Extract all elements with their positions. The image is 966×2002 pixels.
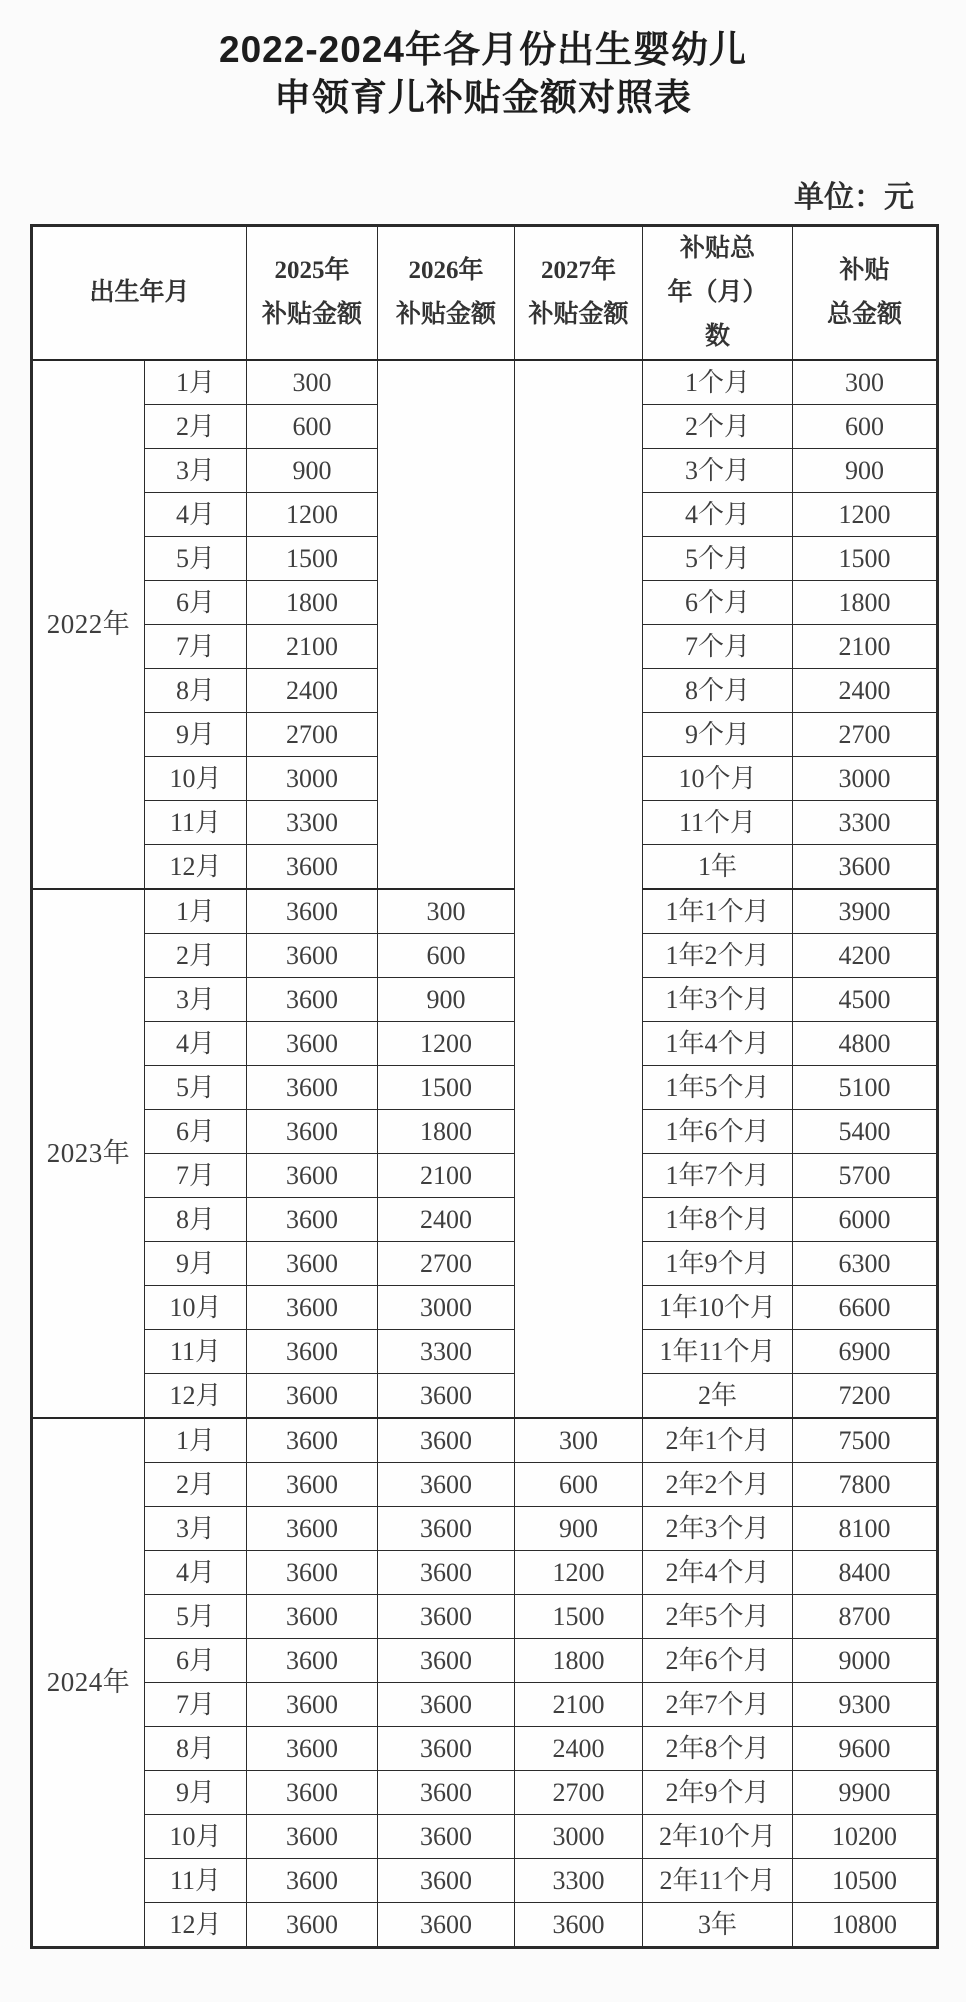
header-row bbox=[32, 226, 938, 361]
table-row bbox=[32, 1330, 938, 1374]
total-amount-cell: 5700 bbox=[793, 1154, 938, 1198]
amount-2026-cell: 3600 bbox=[378, 1771, 515, 1815]
total-amount-cell: 4800 bbox=[793, 1022, 938, 1066]
month-cell: 8月 bbox=[145, 669, 247, 713]
total-amount-cell: 6900 bbox=[793, 1330, 938, 1374]
amount-2027-cell: 2400 bbox=[515, 1727, 643, 1771]
amount-2026-cell: 3600 bbox=[378, 1727, 515, 1771]
amount-2025-cell: 1800 bbox=[247, 581, 378, 625]
amount-2026-cell: 3600 bbox=[378, 1903, 515, 1948]
header-2027-amount: 2027年 补贴金额 bbox=[515, 226, 643, 361]
table-row bbox=[32, 1198, 938, 1242]
amount-2026-cell: 3600 bbox=[378, 1639, 515, 1683]
month-cell: 9月 bbox=[145, 1242, 247, 1286]
total-period-cell: 2年10个月 bbox=[643, 1815, 793, 1859]
amount-2027-cell: 1200 bbox=[515, 1551, 643, 1595]
total-period-cell: 1年4个月 bbox=[643, 1022, 793, 1066]
amount-2025-cell: 2100 bbox=[247, 625, 378, 669]
month-cell: 6月 bbox=[145, 1639, 247, 1683]
total-amount-cell: 7800 bbox=[793, 1463, 938, 1507]
amount-2027-cell: 900 bbox=[515, 1507, 643, 1551]
page-title-line1: 2022-2024年各月份出生婴幼儿 bbox=[219, 29, 747, 70]
month-cell: 4月 bbox=[145, 1022, 247, 1066]
amount-2026-cell: 3300 bbox=[378, 1330, 515, 1374]
amount-2025-cell: 3600 bbox=[247, 934, 378, 978]
amount-2025-cell: 3600 bbox=[247, 1066, 378, 1110]
table-row bbox=[32, 1286, 938, 1330]
amount-2026-cell: 3600 bbox=[378, 1551, 515, 1595]
amount-2025-cell: 3600 bbox=[247, 1463, 378, 1507]
total-amount-cell: 300 bbox=[793, 360, 938, 405]
header-2025-amount: 2025年 补贴金额 bbox=[247, 226, 378, 361]
amount-2025-cell: 3600 bbox=[247, 1551, 378, 1595]
amount-2025-cell: 300 bbox=[247, 360, 378, 405]
amount-2025-cell: 3600 bbox=[247, 889, 378, 934]
total-amount-cell: 2700 bbox=[793, 713, 938, 757]
amount-2027-cell: 2100 bbox=[515, 1683, 643, 1727]
total-amount-cell: 4200 bbox=[793, 934, 938, 978]
table-row bbox=[32, 1066, 938, 1110]
total-amount-cell: 9000 bbox=[793, 1639, 938, 1683]
total-amount-cell: 10800 bbox=[793, 1903, 938, 1948]
total-period-cell: 1年 bbox=[643, 845, 793, 890]
table-row bbox=[32, 1815, 938, 1859]
amount-2027-cell: 2700 bbox=[515, 1771, 643, 1815]
amount-2025-cell: 3600 bbox=[247, 1374, 378, 1419]
amount-2025-cell: 3600 bbox=[247, 1198, 378, 1242]
total-period-cell: 6个月 bbox=[643, 581, 793, 625]
amount-2025-cell: 600 bbox=[247, 405, 378, 449]
amount-2025-cell: 3600 bbox=[247, 1859, 378, 1903]
amount-2025-cell: 3600 bbox=[247, 978, 378, 1022]
amount-2026-cell: 3600 bbox=[378, 1507, 515, 1551]
month-cell: 12月 bbox=[145, 845, 247, 890]
total-amount-cell: 6300 bbox=[793, 1242, 938, 1286]
month-cell: 6月 bbox=[145, 1110, 247, 1154]
amount-2025-cell: 3600 bbox=[247, 1595, 378, 1639]
amount-2025-cell: 3600 bbox=[247, 1815, 378, 1859]
amount-2025-cell: 3000 bbox=[247, 757, 378, 801]
table-row bbox=[32, 1507, 938, 1551]
table-row bbox=[32, 1639, 938, 1683]
month-cell: 2月 bbox=[145, 934, 247, 978]
month-cell: 2月 bbox=[145, 405, 247, 449]
amount-2026-cell: 3600 bbox=[378, 1859, 515, 1903]
amount-2027-cell: 1800 bbox=[515, 1639, 643, 1683]
amount-2026-blank-cell bbox=[378, 360, 515, 889]
total-amount-cell: 600 bbox=[793, 405, 938, 449]
total-period-cell: 2年4个月 bbox=[643, 1551, 793, 1595]
page-title-line2: 申领育儿补贴金额对照表 bbox=[274, 77, 692, 118]
total-amount-cell: 2100 bbox=[793, 625, 938, 669]
month-cell: 1月 bbox=[145, 889, 247, 934]
amount-2025-cell: 1500 bbox=[247, 537, 378, 581]
total-period-cell: 2年1个月 bbox=[643, 1418, 793, 1463]
month-cell: 11月 bbox=[145, 801, 247, 845]
total-period-cell: 2年5个月 bbox=[643, 1595, 793, 1639]
amount-2027-cell: 3300 bbox=[515, 1859, 643, 1903]
total-period-cell: 2年8个月 bbox=[643, 1727, 793, 1771]
month-cell: 11月 bbox=[145, 1859, 247, 1903]
amount-2027-cell: 600 bbox=[515, 1463, 643, 1507]
month-cell: 7月 bbox=[145, 625, 247, 669]
header-2026-amount: 2026年 补贴金额 bbox=[378, 226, 515, 361]
month-cell: 10月 bbox=[145, 1815, 247, 1859]
amount-2025-cell: 3600 bbox=[247, 1022, 378, 1066]
total-amount-cell: 3900 bbox=[793, 889, 938, 934]
total-period-cell: 1年8个月 bbox=[643, 1198, 793, 1242]
amount-2025-cell: 2700 bbox=[247, 713, 378, 757]
month-cell: 3月 bbox=[145, 978, 247, 1022]
table-row bbox=[32, 1022, 938, 1066]
total-amount-cell: 900 bbox=[793, 449, 938, 493]
amount-2025-cell: 3600 bbox=[247, 1507, 378, 1551]
month-cell: 5月 bbox=[145, 1066, 247, 1110]
header-birth-date: 出生年月 bbox=[32, 226, 247, 361]
table-row bbox=[32, 889, 938, 934]
amount-2025-cell: 900 bbox=[247, 449, 378, 493]
table-container bbox=[30, 172, 936, 1949]
amount-2025-cell: 3600 bbox=[247, 845, 378, 890]
table-row bbox=[32, 1110, 938, 1154]
amount-2026-cell: 3600 bbox=[378, 1418, 515, 1463]
month-cell: 12月 bbox=[145, 1374, 247, 1419]
total-period-cell: 1年2个月 bbox=[643, 934, 793, 978]
month-cell: 12月 bbox=[145, 1903, 247, 1948]
table-row bbox=[32, 1859, 938, 1903]
month-cell: 4月 bbox=[145, 1551, 247, 1595]
total-period-cell: 1年7个月 bbox=[643, 1154, 793, 1198]
amount-2027-cell: 3000 bbox=[515, 1815, 643, 1859]
table-row bbox=[32, 360, 938, 405]
total-period-cell: 2年 bbox=[643, 1374, 793, 1419]
total-amount-cell: 3600 bbox=[793, 845, 938, 890]
total-amount-cell: 7200 bbox=[793, 1374, 938, 1419]
year-cell: 2023年 bbox=[32, 889, 145, 1418]
month-cell: 3月 bbox=[145, 449, 247, 493]
total-amount-cell: 8700 bbox=[793, 1595, 938, 1639]
total-period-cell: 1年11个月 bbox=[643, 1330, 793, 1374]
total-amount-cell: 9300 bbox=[793, 1683, 938, 1727]
table-row bbox=[32, 1551, 938, 1595]
total-amount-cell: 1800 bbox=[793, 581, 938, 625]
total-period-cell: 2个月 bbox=[643, 405, 793, 449]
total-period-cell: 1年6个月 bbox=[643, 1110, 793, 1154]
month-cell: 11月 bbox=[145, 1330, 247, 1374]
year-cell: 2022年 bbox=[32, 360, 145, 889]
amount-2025-cell: 3600 bbox=[247, 1286, 378, 1330]
amount-2026-cell: 3600 bbox=[378, 1463, 515, 1507]
total-period-cell: 2年2个月 bbox=[643, 1463, 793, 1507]
total-amount-cell: 10500 bbox=[793, 1859, 938, 1903]
amount-2026-cell: 2400 bbox=[378, 1198, 515, 1242]
amount-2026-cell: 1200 bbox=[378, 1022, 515, 1066]
total-amount-cell: 3300 bbox=[793, 801, 938, 845]
total-period-cell: 1年10个月 bbox=[643, 1286, 793, 1330]
month-cell: 5月 bbox=[145, 537, 247, 581]
month-cell: 10月 bbox=[145, 757, 247, 801]
month-cell: 8月 bbox=[145, 1727, 247, 1771]
month-cell: 5月 bbox=[145, 1595, 247, 1639]
total-amount-cell: 10200 bbox=[793, 1815, 938, 1859]
total-period-cell: 1个月 bbox=[643, 360, 793, 405]
total-amount-cell: 7500 bbox=[793, 1418, 938, 1463]
amount-2025-cell: 3300 bbox=[247, 801, 378, 845]
total-period-cell: 5个月 bbox=[643, 537, 793, 581]
month-cell: 1月 bbox=[145, 360, 247, 405]
amount-2025-cell: 2400 bbox=[247, 669, 378, 713]
month-cell: 1月 bbox=[145, 1418, 247, 1463]
unit-label: 单位：元 bbox=[794, 181, 914, 214]
month-cell: 4月 bbox=[145, 493, 247, 537]
amount-2025-cell: 3600 bbox=[247, 1683, 378, 1727]
subsidy-table bbox=[30, 224, 939, 1949]
table-row bbox=[32, 1463, 938, 1507]
amount-2027-cell: 3600 bbox=[515, 1903, 643, 1948]
amount-2025-cell: 3600 bbox=[247, 1727, 378, 1771]
table-row bbox=[32, 1242, 938, 1286]
amount-2025-cell: 3600 bbox=[247, 1154, 378, 1198]
month-cell: 8月 bbox=[145, 1198, 247, 1242]
amount-2026-cell: 600 bbox=[378, 934, 515, 978]
amount-2025-cell: 3600 bbox=[247, 1771, 378, 1815]
total-period-cell: 8个月 bbox=[643, 669, 793, 713]
total-period-cell: 11个月 bbox=[643, 801, 793, 845]
total-amount-cell: 1500 bbox=[793, 537, 938, 581]
amount-2025-cell: 3600 bbox=[247, 1639, 378, 1683]
table-row bbox=[32, 978, 938, 1022]
total-period-cell: 1年9个月 bbox=[643, 1242, 793, 1286]
month-cell: 7月 bbox=[145, 1683, 247, 1727]
month-cell: 3月 bbox=[145, 1507, 247, 1551]
total-amount-cell: 1200 bbox=[793, 493, 938, 537]
amount-2026-cell: 3000 bbox=[378, 1286, 515, 1330]
amount-2026-cell: 3600 bbox=[378, 1374, 515, 1419]
amount-2026-cell: 2700 bbox=[378, 1242, 515, 1286]
total-period-cell: 3个月 bbox=[643, 449, 793, 493]
header-total-period: 补贴总 年（月） 数 bbox=[643, 226, 793, 361]
total-period-cell: 2年9个月 bbox=[643, 1771, 793, 1815]
total-period-cell: 9个月 bbox=[643, 713, 793, 757]
total-period-cell: 7个月 bbox=[643, 625, 793, 669]
total-amount-cell: 4500 bbox=[793, 978, 938, 1022]
month-cell: 9月 bbox=[145, 1771, 247, 1815]
total-period-cell: 4个月 bbox=[643, 493, 793, 537]
year-cell: 2024年 bbox=[32, 1418, 145, 1948]
amount-2026-cell: 3600 bbox=[378, 1683, 515, 1727]
amount-2027-cell: 1500 bbox=[515, 1595, 643, 1639]
total-period-cell: 1年3个月 bbox=[643, 978, 793, 1022]
amount-2025-cell: 3600 bbox=[247, 1242, 378, 1286]
amount-2025-cell: 1200 bbox=[247, 493, 378, 537]
month-cell: 10月 bbox=[145, 1286, 247, 1330]
table-row bbox=[32, 1771, 938, 1815]
table-row bbox=[32, 1727, 938, 1771]
table-row bbox=[32, 1374, 938, 1419]
total-period-cell: 3年 bbox=[643, 1903, 793, 1948]
amount-2027-blank-cell bbox=[515, 360, 643, 1418]
document-page bbox=[0, 26, 966, 1949]
table-row bbox=[32, 1154, 938, 1198]
month-cell: 7月 bbox=[145, 1154, 247, 1198]
amount-2026-cell: 1800 bbox=[378, 1110, 515, 1154]
amount-2025-cell: 3600 bbox=[247, 1903, 378, 1948]
amount-2025-cell: 3600 bbox=[247, 1110, 378, 1154]
amount-2026-cell: 300 bbox=[378, 889, 515, 934]
total-period-cell: 2年6个月 bbox=[643, 1639, 793, 1683]
total-amount-cell: 8400 bbox=[793, 1551, 938, 1595]
total-period-cell: 2年3个月 bbox=[643, 1507, 793, 1551]
amount-2025-cell: 3600 bbox=[247, 1418, 378, 1463]
total-amount-cell: 5100 bbox=[793, 1066, 938, 1110]
total-amount-cell: 5400 bbox=[793, 1110, 938, 1154]
table-row bbox=[32, 934, 938, 978]
total-amount-cell: 6600 bbox=[793, 1286, 938, 1330]
total-amount-cell: 6000 bbox=[793, 1198, 938, 1242]
total-period-cell: 1年1个月 bbox=[643, 889, 793, 934]
table-row bbox=[32, 1595, 938, 1639]
total-amount-cell: 9900 bbox=[793, 1771, 938, 1815]
header-total-amount: 补贴 总金额 bbox=[793, 226, 938, 361]
total-period-cell: 1年5个月 bbox=[643, 1066, 793, 1110]
total-period-cell: 2年11个月 bbox=[643, 1859, 793, 1903]
table-row bbox=[32, 1903, 938, 1948]
table-row bbox=[32, 1418, 938, 1463]
month-cell: 2月 bbox=[145, 1463, 247, 1507]
amount-2026-cell: 3600 bbox=[378, 1595, 515, 1639]
amount-2026-cell: 1500 bbox=[378, 1066, 515, 1110]
total-amount-cell: 3000 bbox=[793, 757, 938, 801]
total-period-cell: 10个月 bbox=[643, 757, 793, 801]
amount-2026-cell: 3600 bbox=[378, 1815, 515, 1859]
amount-2026-cell: 2100 bbox=[378, 1154, 515, 1198]
month-cell: 9月 bbox=[145, 713, 247, 757]
page-title bbox=[0, 26, 966, 122]
total-period-cell: 2年7个月 bbox=[643, 1683, 793, 1727]
amount-2025-cell: 3600 bbox=[247, 1330, 378, 1374]
amount-2026-cell: 900 bbox=[378, 978, 515, 1022]
table-row bbox=[32, 1683, 938, 1727]
month-cell: 6月 bbox=[145, 581, 247, 625]
total-amount-cell: 8100 bbox=[793, 1507, 938, 1551]
total-amount-cell: 9600 bbox=[793, 1727, 938, 1771]
total-amount-cell: 2400 bbox=[793, 669, 938, 713]
amount-2027-cell: 300 bbox=[515, 1418, 643, 1463]
